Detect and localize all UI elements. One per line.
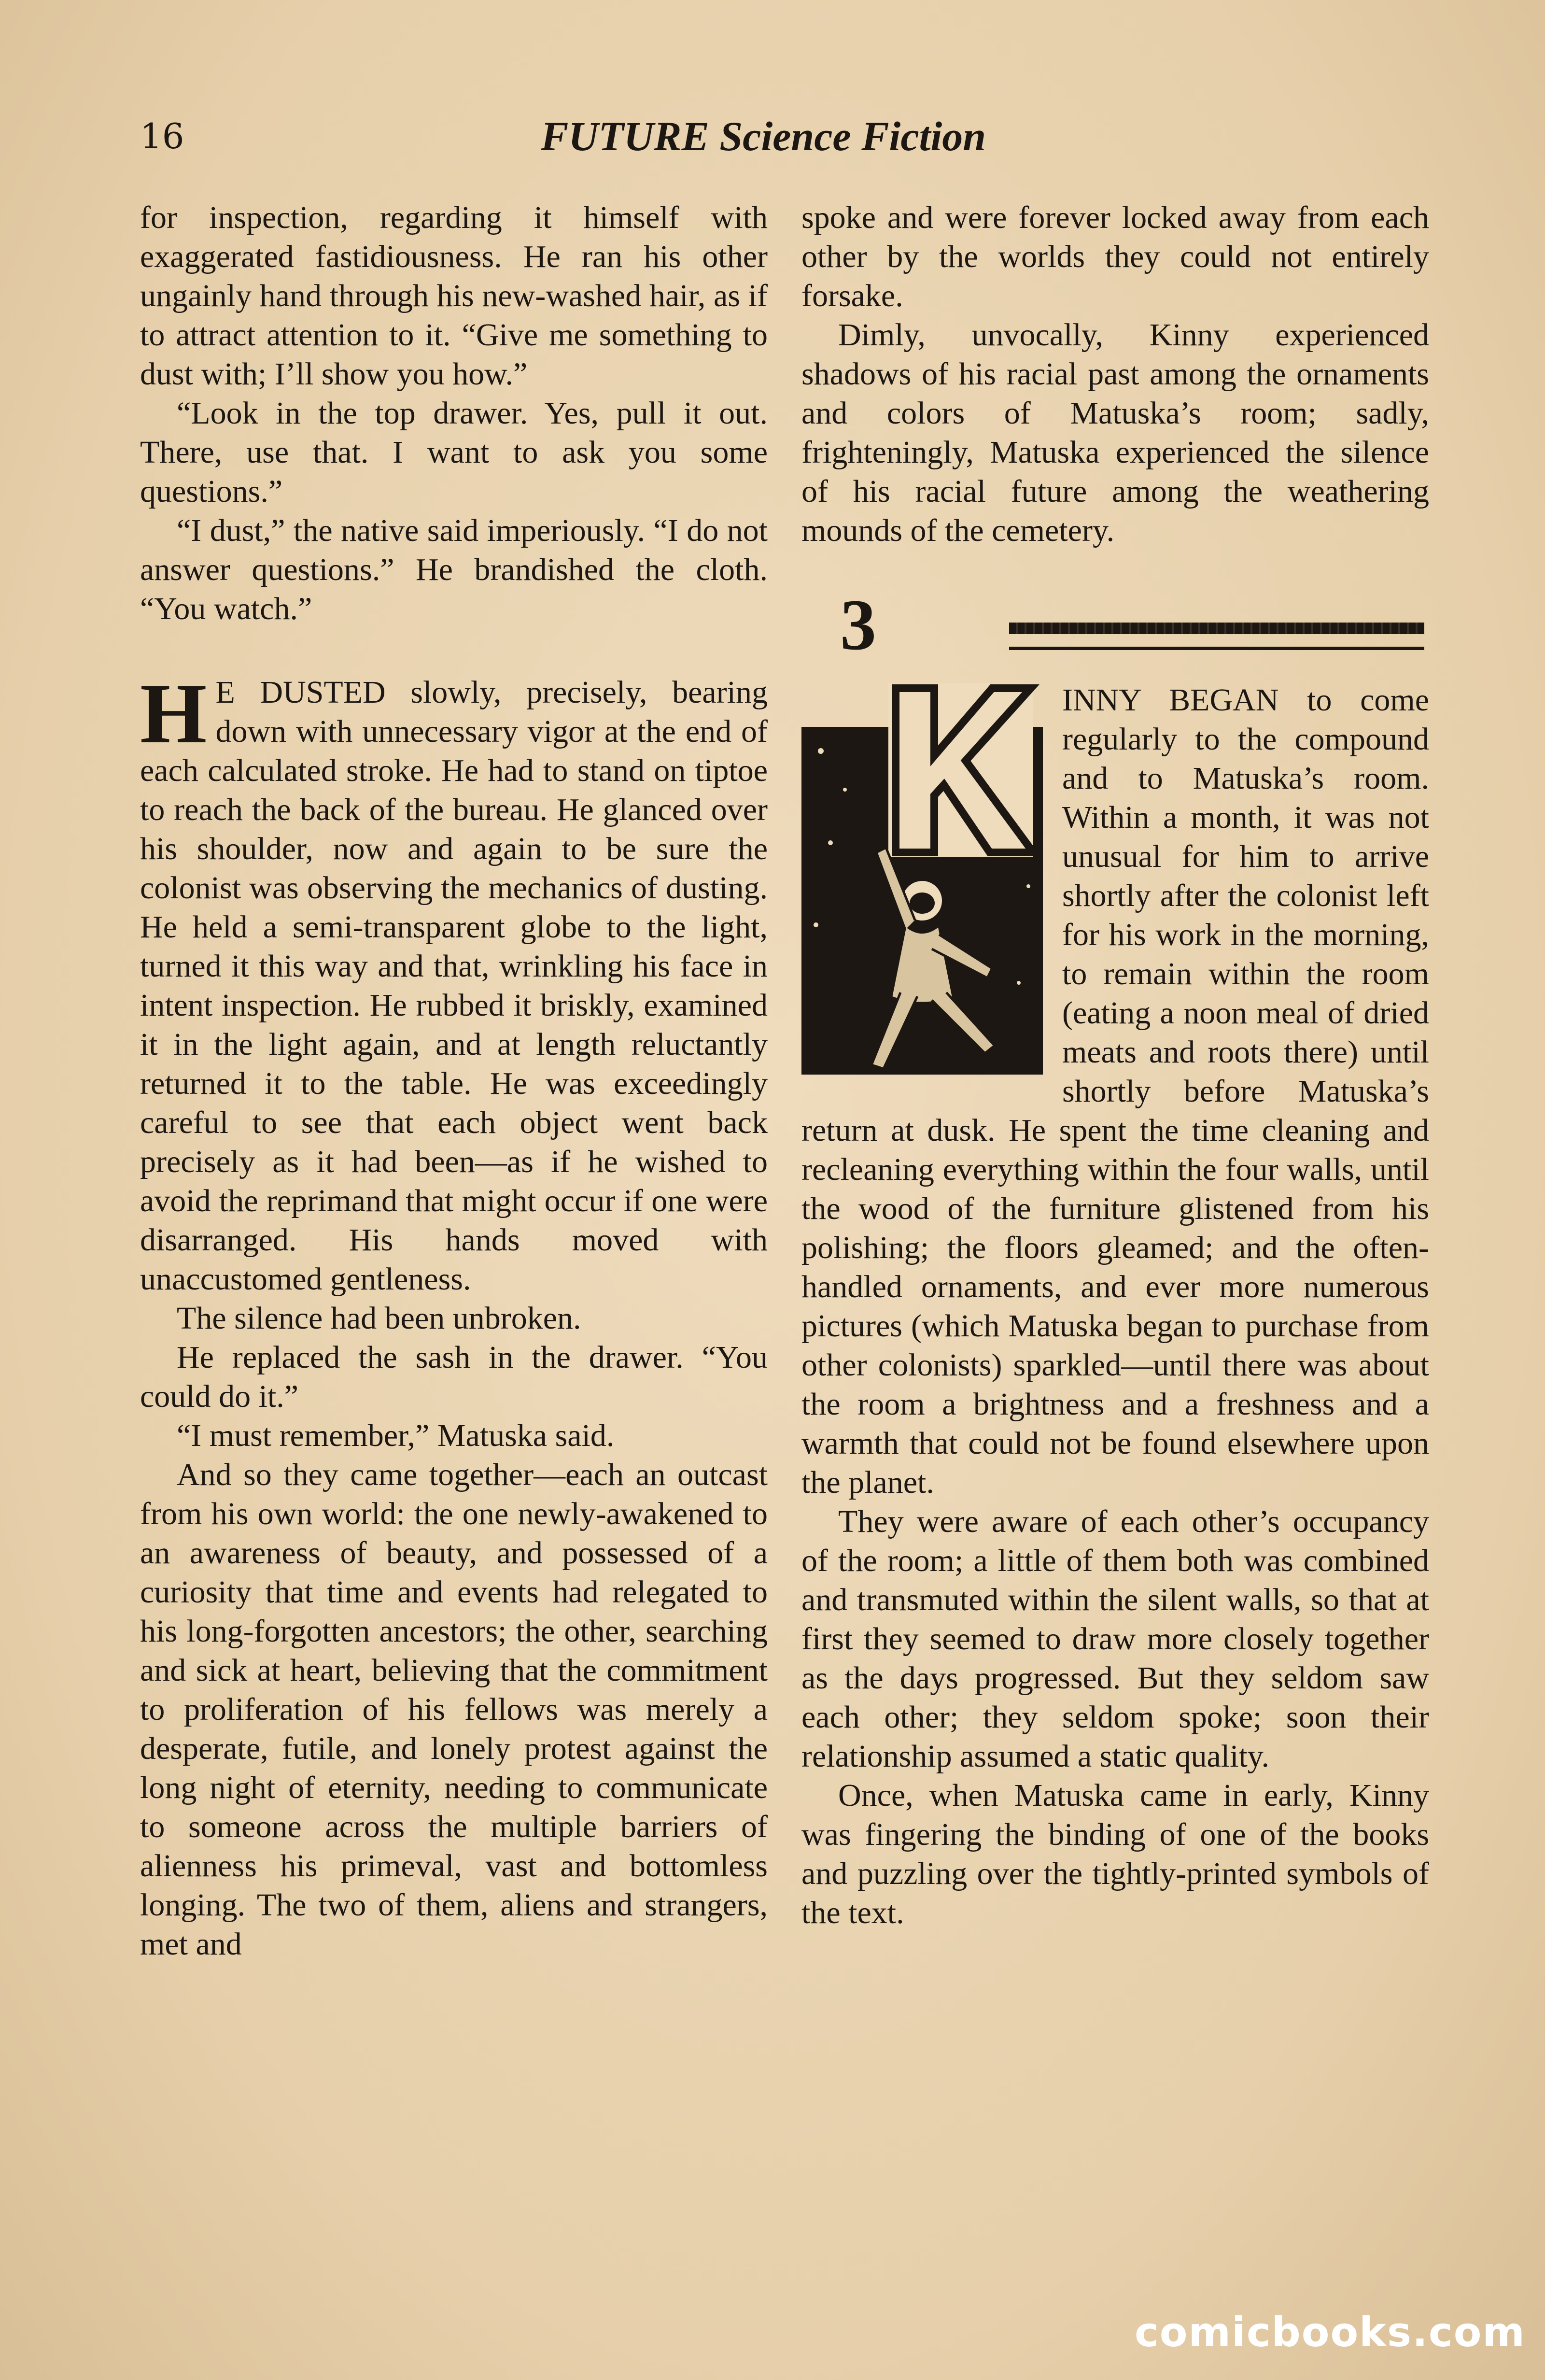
paragraph: spoke and were forever locked away from each other by the worlds they could not entirely forsake. [801,200,1429,313]
paragraph: The silence had been unbroken. [177,1301,581,1336]
page-header [140,113,1057,169]
paragraph: He replaced the sash in the drawer. “You could do it.” [140,1340,768,1414]
astronaut-illustration [801,683,1043,1075]
paragraph-text: E DUSTED slowly, precisely, bearing down with unnecessary vigor at the end of each calculated stroke. He had to stand on tiptoe to reach the back of the bureau. He glanced over his shoulder, now and again to be sure the colonist was observing the mechanics of dusting. He held a semi-transparent globe to the light, turned it this way and that, wrinkling his face in intent inspection. He rubbed it briskly, examined it in the light again, and at length reluctantly returned it to the table. He was exceedingly careful to see that each object went back precisely as it had been—as if he wished to avoid the reprimand that might occur if one were disarranged. His hands moved with unaccustomed gentleness. [140,675,768,1297]
paragraph-text: INNY BEGAN to come regularly to the compound and to Matuska’s room. Within a month, it was not unusual for him to arrive shortly after the colonist left for his work in the morning, to remain within the room (eating a noon meal of dried meats and roots there) until shortly before Matuska’s return at dusk. He spent the time cleaning and recleaning everything within the four walls, until the wood of the furniture glistened from his polishing; the floors gleamed; and the often-handled ornaments, and ever more numerous pictures (which Matuska began to purchase from other colonists) sparkled—until there was about the room a brightness and a freshness and a warmth that could not be found elsewhere upon the planet. [801,682,1429,1500]
paragraph: Once, when Matuska came in early, Kinny was fingering the binding of one of the books and puzzling over the tightly-printed symbols of the text. [801,1778,1429,1930]
section-number: 3 [840,585,876,665]
running-head: FUTURE Science Fiction [541,113,986,159]
paragraph: “I must remember,” Matuska said. [177,1418,615,1453]
paragraph: “Look in the top drawer. Yes, pull it out. There, use that. I want to ask you some questions.” [140,396,768,509]
paragraph: And so they came together—each an outcast from his own world: the one newly-awakened to an awareness of beauty, and possessed of a curiosity that time and events had relegated to his long-forgotten ancestors; the other, searching and sick at heart, believing that the commitment to proliferation of his fellows was merely a desperate, futile, and lonely protest against the long night of eternity, needing to communicate to someone across the multiple barriers of alienness his primeval, vast and bottomless longing. The two of them, aliens and strangers, met and [140,1457,768,1962]
left-column [140,198,768,1964]
paragraph: “I dust,” the native said imperiously. “I do not answer questions.” He brandished the cloth. “You watch.” [140,513,768,626]
section-divider [801,584,1429,680]
divider-rule-thin [1009,647,1424,650]
illustrated-initial [801,683,1043,1075]
paragraph: for inspection, regarding it himself with exaggerated fastidiousness. He ran his other ungainly hand through his new-washed hair, as if to attract attention to it. “Give me something to dust with; I’ll show you how.” [140,200,768,392]
section-opening-paragraph [801,680,1429,1502]
paragraph: They were aware of each other’s occupancy of the room; a little of them both was combined and transmuted within the silent walls, so that at first they seemed to draw more closely together as the days progressed. But they seldom saw each other; they seldom spoke; soon their relationship assumed a static quality. [801,1504,1429,1774]
divider-rule-thick [1009,623,1424,634]
section-opening-paragraph [140,666,768,1299]
right-column [801,198,1429,1932]
watermark: comicbooks.com [1135,2309,1526,2356]
page-number: 16 [140,116,184,156]
paragraph: Dimly, unvocally, Kinny experienced shadows of his racial past among the ornaments and colors of Matuska’s room; sadly, frighteningly, Matuska experienced the silence of his racial future among the weathering mounds of the cemetery. [801,317,1429,548]
drop-cap: H [140,666,207,761]
